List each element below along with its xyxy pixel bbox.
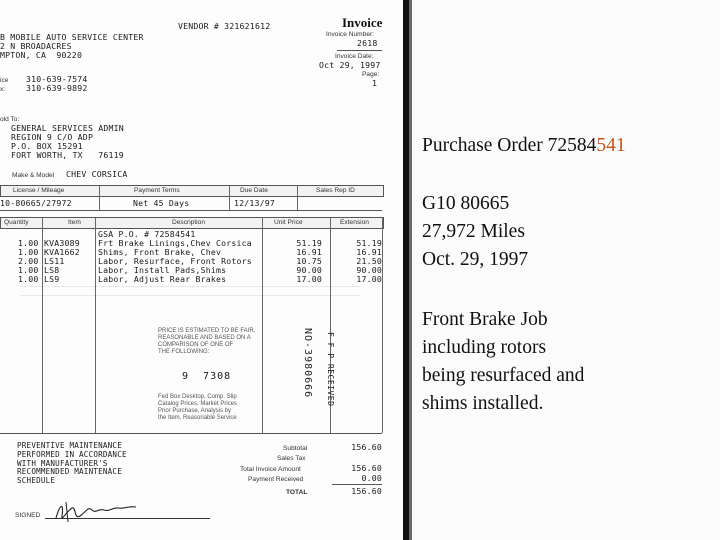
sold-to-line-2: REGION 9 C/O ADP <box>11 132 94 142</box>
payment-received-label: Payment Received <box>248 476 304 483</box>
signature <box>52 498 147 526</box>
job-description-line-1: Front Brake Job <box>422 309 548 330</box>
line-item-code: KVA1662 <box>44 247 80 257</box>
col-item: Item <box>68 219 81 226</box>
sold-to-line-3: P.O. BOX 15291 <box>11 141 83 151</box>
sold-to-line-4: FORT WORTH, TX 76119 <box>11 150 124 160</box>
line-price: 51.19 <box>296 238 322 248</box>
line-qty: 2.00 <box>18 256 39 266</box>
subtotal-value: 156.60 <box>351 442 382 452</box>
due-value: 12/13/97 <box>234 198 276 208</box>
line-item-code: LS8 <box>44 265 60 275</box>
col-terms: Payment Terms <box>134 187 180 194</box>
total-invoice-value: 156.60 <box>351 463 382 473</box>
line-qty: 1.00 <box>18 247 39 257</box>
line-desc: Labor, Resurface, Front Rotors <box>98 256 252 266</box>
maintenance-note: PREVENTIVE MAINTENANCE PERFORMED IN ACCORDANCE WITH MANUFACTURER'S RECOMMENDED MAINTENACE SCHEDULE <box>17 441 127 486</box>
line-qty: 1.00 <box>18 238 39 248</box>
line-desc: Shims, Front Brake, Chev <box>98 247 222 257</box>
line-item-code: LS11 <box>44 256 65 266</box>
po-number-suffix: 541 <box>596 135 626 156</box>
sold-to-line-1: GENERAL SERVICES ADMIN <box>11 123 124 133</box>
invoice-date: Oct 29, 1997 <box>319 60 381 70</box>
received-stamp: F F P RECEIVED <box>326 332 335 407</box>
total-invoice-label: Total Invoice Amount <box>240 466 301 473</box>
line-desc: Frt Brake Linings,Chev Corsica <box>98 238 252 248</box>
total-label: TOTAL <box>286 489 308 496</box>
line-desc: Labor, Install Pads,Shims <box>98 265 227 275</box>
line-ext: 17.00 <box>356 274 382 284</box>
phone-label: ice <box>0 77 9 84</box>
line-ext: 51.19 <box>356 238 382 248</box>
line-qty: 1.00 <box>18 265 39 275</box>
price-stamp-text-2: Fed Box Desktop, Comp. Slip Catalog Prices, Market Prices Prior Purchase, Analysis by the Item, Reasonable Service <box>158 394 238 421</box>
line-ext: 21.50 <box>356 256 382 266</box>
invoice-number-label: Invoice Number: <box>326 31 375 38</box>
po-number: Purchase Order 72584 <box>422 135 597 156</box>
company-line-1: B MOBILE AUTO SERVICE CENTER <box>0 32 144 42</box>
line-price: 16.91 <box>296 247 322 257</box>
col-due: Due Date <box>240 187 268 194</box>
col-extension: Extension <box>340 219 369 226</box>
line-ext: 90.00 <box>356 265 382 275</box>
sales-tax-label: Sales Tax <box>277 455 306 462</box>
page-label: Page: <box>362 71 380 78</box>
invoice-title: Invoice <box>342 15 383 30</box>
company-line-2: 2 N BROADACRES <box>0 41 72 51</box>
col-rep: Sales Rep ID <box>316 187 355 194</box>
invoice-number: 2618 <box>357 38 378 48</box>
line-price: 17.00 <box>296 274 322 284</box>
line-item-code: LS9 <box>44 274 60 284</box>
purchase-order-line <box>422 132 626 159</box>
page-number: 1 <box>372 78 378 88</box>
col-description: Description <box>172 219 205 226</box>
vertical-id-number: NO-3980666 <box>302 328 313 399</box>
line-desc: Labor, Adjust Rear Brakes <box>98 274 227 284</box>
fax-label: x: <box>0 86 6 93</box>
price-stamp-text: PRICE IS ESTIMATED TO BE FAIR, REASONABLE AND BASED ON A COMPARISON OF ONE OF THE FOLLOWING: <box>158 328 256 355</box>
line-qty: 1.00 <box>18 274 39 284</box>
company-line-3: MPTON, CA 90220 <box>0 50 83 60</box>
job-description-line-2: including rotors <box>422 337 547 358</box>
line-price: 10.75 <box>296 256 322 266</box>
subtotal-label: Subtotal <box>283 445 308 452</box>
total-value: 156.60 <box>351 486 382 496</box>
vendor-number: VENDOR # 321621612 <box>178 21 271 31</box>
line-item-code: KVA3089 <box>44 238 80 248</box>
line-ext: 16.91 <box>356 247 382 257</box>
col-license: License / Mileage <box>13 187 65 194</box>
col-quantity: Quantity <box>4 219 29 226</box>
invoice-date-label: Invoice Date: <box>335 53 374 60</box>
payment-received-value: 0.00 <box>361 473 382 483</box>
vehicle-id: G10 80665 <box>422 193 510 214</box>
signed-label: SIGNED <box>15 512 41 519</box>
col-unit-price: Unit Price <box>274 219 303 226</box>
gsa-po-line: GSA P.O. # 72584541 <box>98 229 196 239</box>
make-model-label: Make & Model <box>12 172 55 179</box>
phone: 310-639-7574 <box>26 74 88 84</box>
terms-value: Net 45 Days <box>133 198 190 208</box>
line-price: 90.00 <box>296 265 322 275</box>
job-description-line-3: being resurfaced and <box>422 365 585 386</box>
license-value: 10-80665/27972 <box>0 198 72 208</box>
stamp-number: 9 7308 <box>182 371 232 382</box>
sold-to-label: old To: <box>0 116 20 123</box>
make-model: CHEV CORSICA <box>66 169 128 179</box>
faded-lines <box>20 286 360 304</box>
fax: 310-639-9892 <box>26 83 88 93</box>
job-description-line-4: shims installed. <box>422 393 544 414</box>
mileage: 27,972 Miles <box>422 221 525 242</box>
summary-date: Oct. 29, 1997 <box>422 249 529 270</box>
